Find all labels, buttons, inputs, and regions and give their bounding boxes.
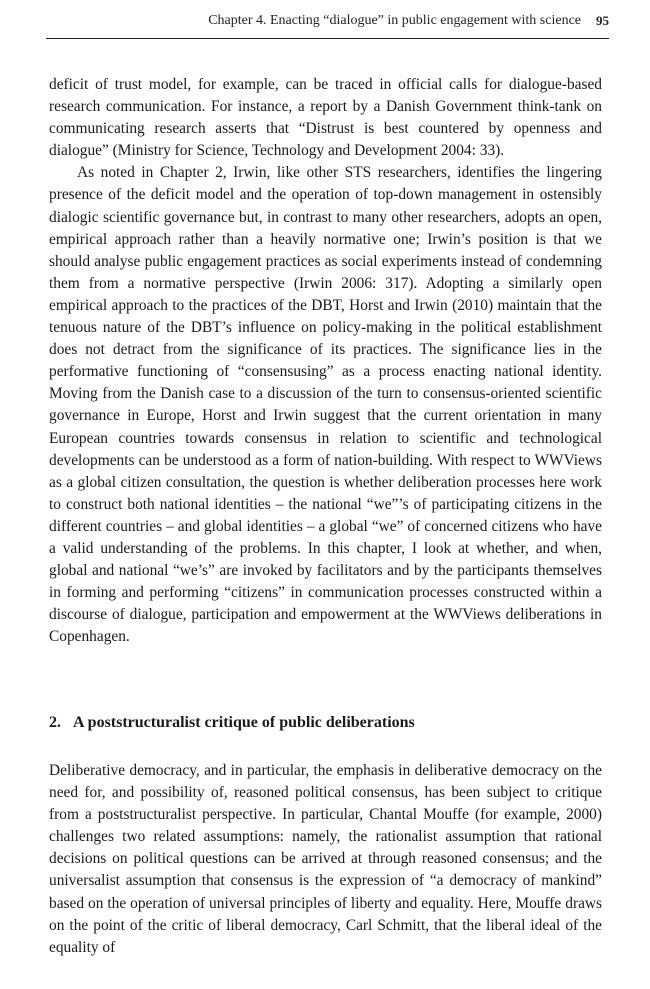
section-number: 2. <box>49 714 61 731</box>
section-title: A poststructuralist critique of public deliberations <box>73 714 415 731</box>
page-number: 95 <box>596 13 609 28</box>
paragraph-deliberative-democracy: Deliberative democracy, and in particular, the emphasis in deliberative democracy on the need for, and possibility of, reasoned political consensus, has been subject to critique from a poststructuralist perspective. In particular, Chantal Mouffe (for example, 2000) challenges two related assumptions: namely, the rationalist assumption that rational decisions on political questions can be arrived at through reasoned consensus; and the universalist assumption that consensus is the expression of “a democracy of mankind” based on the operation of universal principles of liberty and equality. Here, Mouffe draws on the point of the critic of liberal democracy, Carl Schmitt, that the liberal ideal of the equality of <box>49 762 602 956</box>
running-head-title: Chapter 4. Enacting “dialogue” in public engagement with science <box>208 13 581 28</box>
paragraph-continuation: deficit of trust model, for example, can be traced in official calls for dialogue-based research communication. For instance, a report by a Danish Government think-tank on communicating research asserts that “Distrust is best countered by openness and dialogue” (Ministry for Science, Technology and Development 2004: 33). <box>49 76 602 160</box>
body-text-bottom <box>49 760 602 959</box>
paragraph-irwin: As noted in Chapter 2, Irwin, like other STS researchers, identifies the lingering presence of the deficit model and the operation of top-down management in ostensibly dialogic scientific governance but, in contrast to many other researchers, adopts an open, empirical approach rather than a heavily normative one; Irwin’s position is that we should analyse public engagement practices as social experiments instead of condemning them from a normative perspective (Irwin 2006: 317). Adopting a similarly open empirical approach to the practices of the DBT, Horst and Irwin (2010) maintain that the tenuous nature of the DBT’s influence on policy-making in the political establishment does not detract from the significance of its practices. The significance lies in the performative functioning of “consensusing” as a process enacting national identity. Moving from the Danish case to a discussion of the turn to consensus-oriented scientific governance in Europe, Horst and Irwin suggest that the current orientation in many European countries towards consensus in relation to scientific and technological developments can be understood as a form of nation-building. With respect to WWViews as a global citizen consultation, the question is whether deliberation processes here work to construct both national identities – the national “we”’s of participating citizens in the different countries – and global identities – a global “we” of concerned citizens who have a valid understanding of the problems. In this chapter, I look at whether, and when, global and national “we’s” are invoked by facilitators and by the participants themselves in forming and performing “citizens” in communication processes constructed within a discourse of dialogue, participation and empowerment at the WWViews deliberations in Copenhagen. <box>49 164 602 646</box>
body-text-top <box>49 74 602 648</box>
section-heading <box>49 714 415 732</box>
running-head <box>46 10 609 39</box>
